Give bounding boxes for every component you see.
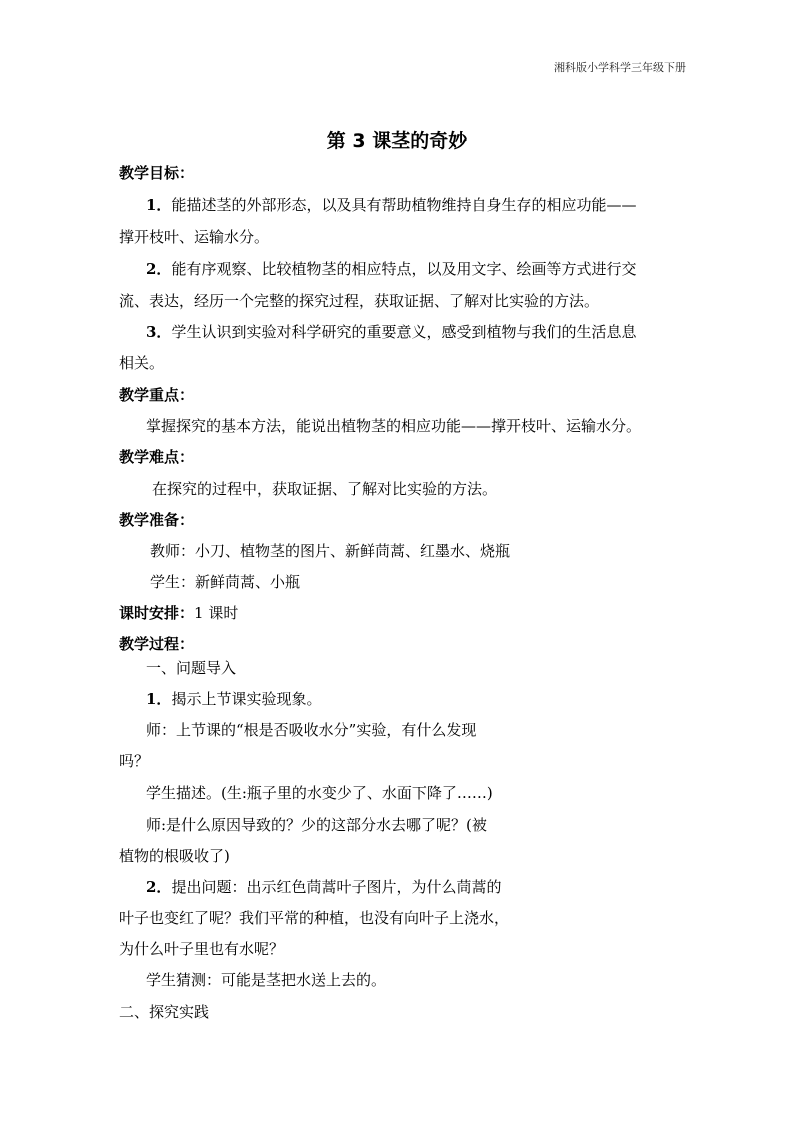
objective-1-line-2: 撑开枝叶、运输水分。 [119, 228, 270, 246]
objective-2-line-1 [146, 259, 636, 279]
schedule-heading: 课时安排： [119, 604, 195, 622]
process-section-1: 一、问题导入 [146, 659, 237, 677]
objective-2-number: 2． [146, 260, 172, 278]
teacher-question-1-line-1: 师：上节课的“根是否吸收水分”实验，有什么发现 [146, 721, 477, 739]
process-heading: 教学过程： [119, 635, 195, 653]
process-step-1-text: 揭示上节课实验现象。 [171, 690, 322, 708]
objective-3-line-1 [146, 322, 636, 342]
process-step-2-number: 2． [146, 878, 172, 896]
preparation-heading: 教学准备： [119, 511, 195, 529]
preparation-teacher: 教师：小刀、植物茎的图片、新鲜茼蒿、红墨水、烧瓶 [150, 542, 511, 560]
process-step-1 [146, 689, 321, 709]
key-points-heading: 教学重点： [119, 386, 195, 404]
preparation-student: 学生：新鲜茼蒿、小瓶 [150, 573, 301, 591]
teacher-question-2-line-1: 师:是什么原因导致的？少的这部分水去哪了呢？(被 [146, 816, 487, 834]
objectives-heading: 教学目标： [119, 164, 195, 182]
objective-3-line-2: 相关。 [119, 354, 165, 372]
objective-1-line-1 [146, 195, 636, 215]
schedule-value: 1 课时 [194, 604, 239, 622]
student-guess: 学生猜测：可能是茎把水送上去的。 [146, 971, 387, 989]
lesson-title: 第 3 课茎的奇妙 [326, 130, 468, 152]
difficulties-text: 在探究的过程中，获取证据、了解对比实验的方法。 [152, 480, 498, 498]
objective-1-number: 1． [146, 196, 172, 214]
process-step-1-number: 1． [146, 690, 172, 708]
objective-2-text: 能有序观察、比较植物茎的相应特点，以及用文字、绘画等方式进行交 [171, 260, 637, 278]
process-step-2-line-3: 为什么叶子里也有水呢？ [119, 940, 285, 958]
student-description: 学生描述。(生:瓶子里的水变少了、水面下降了……) [146, 784, 493, 802]
objective-2-line-2: 流、表达，经历一个完整的探究过程，获取证据、了解对比实验的方法。 [119, 292, 600, 310]
difficulties-heading: 教学难点： [119, 448, 195, 466]
schedule-line [119, 603, 238, 623]
objective-3-number: 3． [146, 323, 172, 341]
process-step-2-text: 提出问题：出示红色茼蒿叶子图片，为什么茼蒿的 [171, 878, 502, 896]
process-section-2: 二、探究实践 [119, 1003, 210, 1021]
teacher-question-1-line-2: 吗？ [119, 752, 150, 770]
process-step-2-line-1 [146, 877, 501, 897]
running-header: 湘科版小学科学三年级下册 [554, 61, 686, 74]
objective-1-text: 能描述茎的外部形态，以及具有帮助植物维持自身生存的相应功能—— [171, 196, 637, 214]
objective-3-text: 学生认识到实验对科学研究的重要意义，感受到植物与我们的生活息息 [171, 323, 637, 341]
process-step-2-line-2: 叶子也变红了呢？我们平常的种植，也没有向叶子上浇水， [119, 909, 510, 927]
key-points-text: 掌握探究的基本方法，能说出植物茎的相应功能——撑开枝叶、运输水分。 [146, 417, 642, 435]
teacher-question-2-line-2: 植物的根吸收了) [119, 847, 230, 865]
